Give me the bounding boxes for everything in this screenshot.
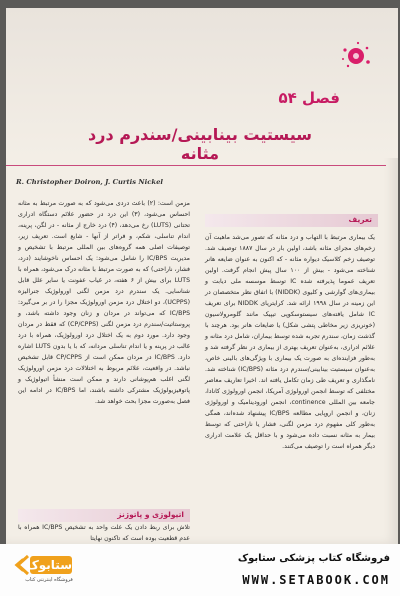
definition-body	[205, 232, 375, 452]
etiology-paragraph: تلاش برای ربط دادن یک علت واحد به تشخیص IC/BPS همراه با عدم قطعیت بوده است که تاکنون نهایتا	[18, 524, 190, 542]
definition-heading: تعریف	[205, 214, 378, 227]
store-logo-subtitle: فروشگاه اینترنتی کتاب	[25, 577, 73, 583]
left-column-body	[18, 198, 190, 407]
ink-splat-icon	[340, 40, 372, 72]
definition-paragraph: یک بیماری مرتبط با التهاب و درد مثانه که تصور می‌شد ماهیت آن زخم‌های مجرای مثانه باشد، اولین بار در سال ۱۸۸۷ توصیف شد. توصیف زخم کلاسیک دیواره مثانه - که اکنون به عنوان ضایعه هانر شناخته می‌شود - بیش از ۱۰۰ سال پیش انجام گرفت. اولین تعریف عموما پذیرفته شده IC توسط موسسه ملی دیابت و بیماری‌های گوارشی و کلیوی (NIDDK) با اتفاق نظر متخصصان در این زمینه در سال ۱۹۹۸ ارائه شد. کرایتریای NIDDK برای تعریف IC شامل یافته‌های سیستوسکوپی تیپیک مانند گلومرولاسیون (خونریزی زیر مخاطی پتشی شکل) یا ضایعات هانر بود. هرچند با گذشت زمان، سندرم تجربه شده توسط بیماران، شامل درد مثانه و علائم ادراری، به‌عنوان تعریف بهتری از بیماری در نظر گرفته شد و به‌طور فزاینده‌ای به ‌صورت یک بیماری با ویژگی‌های بالینی خاص، به‌عنوان سیستیت بینابینی/سندرم درد مثانه (IC/BPS) شناخته شد. نامگذاری و تعریف طی زمان تکامل یافته اند. اخیرا تعاریف معاصر مختلفی که توسط انجمن اورولوژی آمریکا، انجمن اورولوژی کانادا، جامعه بین المللی continence، انجمن اورودینامیک و اورولوژی زنان، و انجمن اروپایی مطالعه IC/BPS پیشنهاد شده‌اند، همگی به‌طور کلی مفهوم درد مزمن لگنی، فشار یا ناراحتی که توسط بیمار به مثانه نسبت داده می‌شود و با حداقل یک علامت ادراری دیگر همراه است را توصیف می‌کنند.	[205, 234, 376, 450]
store-url-link[interactable]: WWW.SETABOOK.COM	[242, 573, 390, 587]
chapter-authors: R. Christopher Doiron, J. Curtis Nickel	[16, 178, 163, 186]
chapter-title: سیستیت بینابینی/سندرم درد مثانه	[88, 125, 312, 163]
store-name: فروشگاه کتاب پزشکی ستابوک	[237, 553, 390, 564]
store-logo-word: ستابوک	[26, 558, 72, 572]
etiology-heading: اتیولوژی و پاتوژنز	[18, 509, 190, 522]
chapter-label: فصل ۵۴	[278, 89, 340, 107]
title-divider	[6, 165, 386, 166]
etiology-body	[18, 522, 190, 544]
left-intro-paragraph: مزمن است: (۲) باعث دردی می‌شود که به صورت مرتبط به مثانه احساس می‌شود، (۳) این درد در حضور علائم دستگاه ادراری تحتانی (LUTS) رخ می‌دهد، (۴) درد خارج از مثانه - در لگن، پرینه، اندام تناسلی، شکم، و فراتر از آنها - شایع است. تعریف زیر، توصیفات اصلی همه گروه‌های بین المللی مرتبط با تشخیص و مدیریت IC/BPS را شامل می‌شود: یک احساس ناخوشایند (درد، فشار، ناراحتی) که به صورت مرتبط با مثانه درک می‌شود، همراه با LUTS برای بیش از ۶ هفته، در غیاب عفونت یا سایر علل قابل شناسایی. یک سندرم درد مزمن لگنی اورولوژیک جنرالیزه (UCPPS)، دو اختلال درد مزمن اورولوژیک مجزا را در بر می‌گیرد: IC/BPS که می‌تواند در مردان و زنان وجود داشته باشد، و پروستاتیت/سندرم درد مزمن لگنی (CP/CPPS) که فقط در مردان وجود دارد. مورد دوم به یک اختلال درد اورولوژیک، همراه با درد غالب در پرینه و یا اندام تناسلی مردانه، که با یا بدون LUTS اشاره دارد. IC/BPS در مردان ممکن است از CP/CPPS قابل تشخیص نباشد. در واقعیت، علائم مربوط به اختلالات درد مزمن اورولوژیک لگنی اغلب هم‌پوشانی دارند و ممکن است منشأ اتیولوژیک و پاتوفیزیولوژیک مشترکی داشته باشند، اما IC/BPS در ادامه این فصل به‌صورت مجزا بحث خواهد شد.	[18, 200, 191, 405]
